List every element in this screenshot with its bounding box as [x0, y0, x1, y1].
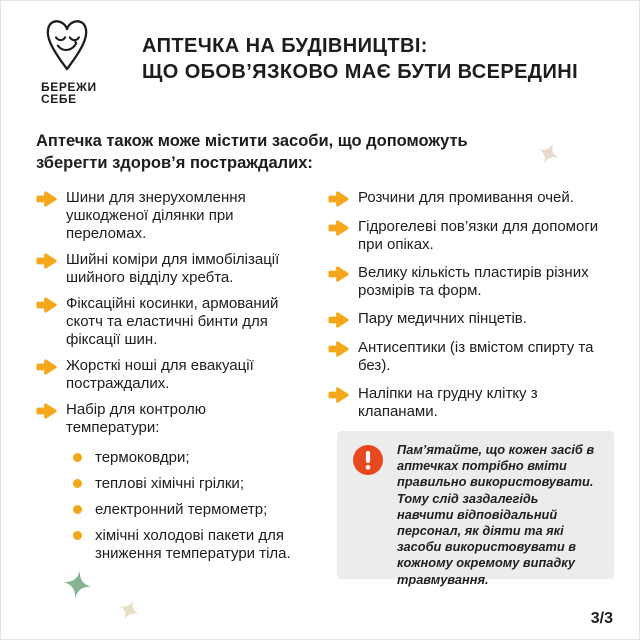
arrow-right-icon [36, 358, 57, 376]
page-title-line1: АПТЕЧКА НА БУДІВНИЦТВІ: [142, 35, 428, 57]
brand-name-line2: СЕБЕ [41, 92, 77, 106]
exclamation-circle-icon [353, 445, 383, 475]
reminder-note-text: Пам’ятайте, що кожен засіб в аптечках потрібно вміти правильно використовувати. Тому слід заздалегідь навчити відповідальний персонал, як діяти та які засоби використовувати в кожному окремому випадку травмування. [397, 442, 595, 587]
arrow-right-icon [36, 190, 57, 208]
sparkle-icon [114, 595, 143, 624]
list-item-text: Наліпки на грудну клітку з клапанами. [358, 385, 538, 420]
bullet-dot-icon [73, 453, 82, 462]
list-item-text: Розчини для промивання очей. [358, 189, 574, 206]
list-item [36, 251, 328, 287]
sublist-item [66, 449, 296, 467]
bullet-dot-icon [73, 505, 82, 514]
arrow-right-icon [36, 296, 57, 314]
sublist-item-text: електронний термометр; [95, 501, 268, 518]
list-left [36, 189, 328, 563]
page-title [142, 33, 578, 85]
list-item [328, 189, 624, 208]
brand-name-line1: БЕРЕЖИ [41, 80, 97, 94]
sublist-item-text: теплові хімічні грілки; [95, 475, 244, 492]
list-item [328, 264, 624, 300]
arrow-right-icon [328, 265, 349, 283]
page-indicator: 3/3 [590, 610, 613, 627]
list-item-text: Фіксаційні косинки, армований скотч та еластичні бинти для фіксації шин. [66, 295, 279, 348]
arrow-right-icon [36, 402, 57, 420]
list-item-text: Пару медичних пінцетів. [358, 310, 527, 327]
arrow-right-icon [328, 340, 349, 358]
list-item [36, 295, 328, 349]
sublist-item-text: термоковдри; [95, 449, 190, 466]
list-item [36, 357, 328, 393]
list-right [328, 189, 624, 421]
list-item-text: Шийні коміри для іммобілізації шийного відділу хребта. [66, 251, 280, 286]
sublist-item-text: хімічні холодові пакети для зниження температури тіла. [95, 527, 291, 562]
bullet-dot-icon [73, 531, 82, 540]
sparkle-icon [533, 138, 563, 168]
brand-logo [41, 16, 131, 105]
sublist-item [66, 475, 296, 493]
list-item-text: Жорсткі ноші для евакуації постраждалих. [66, 357, 254, 392]
list-item-text: Набір для контролю температури: [66, 401, 206, 436]
page-title-line2: ЩО ОБОВ’ЯЗКОВО МАЄ БУТИ ВСЕРЕДИНІ [142, 61, 579, 83]
list-item [328, 339, 624, 375]
arrow-right-icon [36, 252, 57, 270]
bullet-dot-icon [73, 479, 82, 488]
heart-face-icon [44, 16, 90, 78]
arrow-right-icon [328, 311, 349, 329]
reminder-note [337, 431, 614, 587]
brand-name [41, 81, 131, 105]
sparkle-icon [61, 568, 95, 602]
list-item-text: Велику кількість пластирів різних розмірів та форм. [358, 264, 589, 299]
arrow-right-icon [328, 190, 349, 208]
arrow-right-icon [328, 219, 349, 237]
list-item [36, 189, 328, 243]
list-item [328, 310, 624, 329]
list-item-text: Шини для знерухомлення ушкодженої ділянки при переломах. [66, 189, 246, 242]
list-item-text: Гідрогелеві пов’язки для допомоги при опіках. [358, 218, 599, 253]
list-item-temperature-kit [36, 401, 328, 563]
list-item [328, 385, 624, 421]
sublist-item [66, 527, 296, 563]
intro-text: Аптечка також може містити засоби, що допоможуть зберегти здоров’я постраждалих: [36, 132, 468, 172]
list-item [328, 218, 624, 254]
list-item-text: Антисептики (із вмістом спирту та без). [358, 339, 594, 374]
sublist-item [66, 501, 296, 519]
temperature-kit-sublist [66, 449, 296, 563]
arrow-right-icon [328, 386, 349, 404]
